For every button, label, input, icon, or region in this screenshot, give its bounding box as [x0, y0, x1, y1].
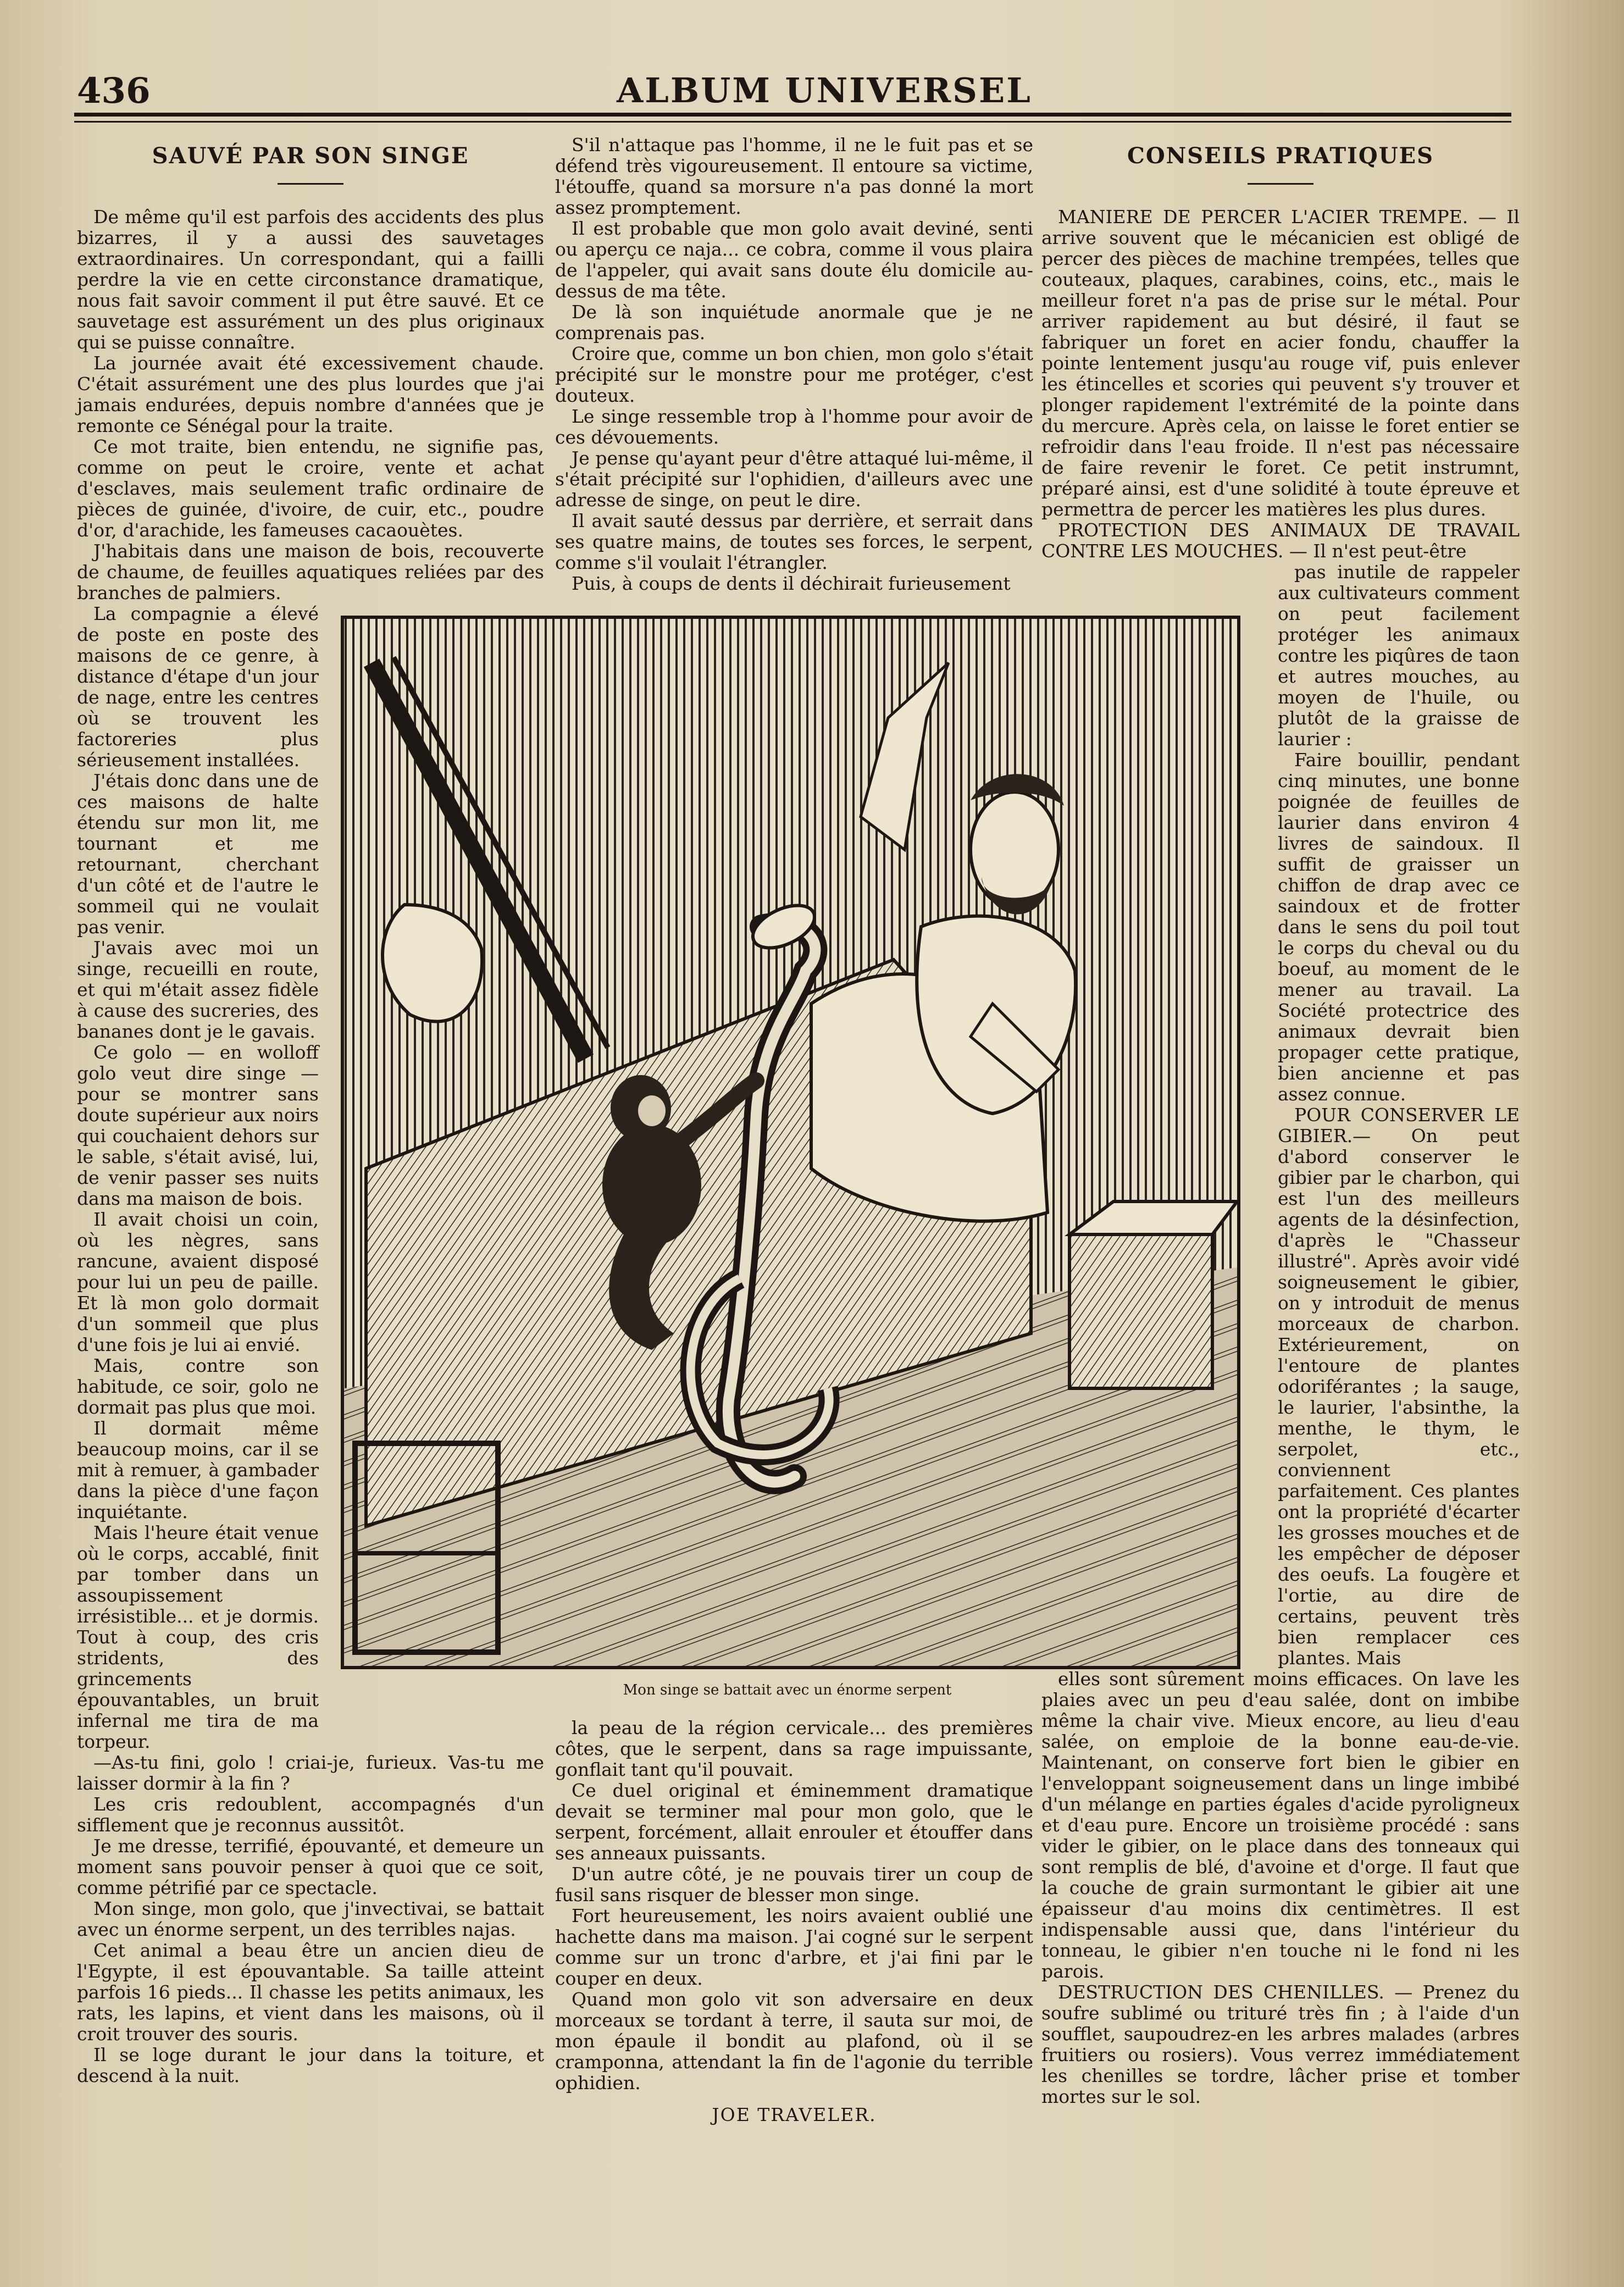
- paragraph: la peau de la région cervicale... des premières côtes, que le serpent, dans sa rage impuissante, gonflait tant qu'il pouvait.: [555, 1717, 1033, 1780]
- paragraph: —As-tu fini, golo ! criai-je, furieux. Vas-tu me laisser dormir à la fin ?: [77, 1752, 544, 1794]
- paragraph: De là son inquiétude anormale que je ne comprenais pas.: [555, 301, 1033, 344]
- narrow-column-text: [77, 603, 319, 1752]
- paragraph: J'étais donc dans une de ces maisons de halte étendu sur mon lit, me tournant et me retournant, cherchant d'un côté et de l'autre le sommeil qui ne voulait pas venir.: [77, 770, 319, 938]
- paragraph: Ce golo — en wolloff golo veut dire singe — pour se montrer sans doute supérieur aux noirs qui couchaient dehors sur le sable, s'était avisé, lui, de venir passer ses nuits dans ma maison de bois.: [77, 1042, 319, 1209]
- paragraph: Je me dresse, terrifié, épouvanté, et demeure un moment sans pouvoir penser à quoi que ce soit, comme pétrifié par ce spectacle.: [77, 1835, 544, 1898]
- paragraph: POUR CONSERVER LE GIBIER.— On peut d'abord conserver le gibier par le charbon, qui est l'un des meilleurs agents de la désinfection, d'après le "Chasseur illustré". Après avoir vidé soigneusement le gibier, on y introduit de menus morceaux de charbon. Extérieurement, on l'entoure de plantes odoriférantes ; la sauge, le laurier, l'absinthe, la menthe, le thym, le serpolet, etc., conviennent parfaitement. Ces plantes ont la propriété d'écarter les grosses mouches et de les empêcher de déposer des oeufs. La fougère et l'ortie, au dire de certains, peuvent très bien remplacer ces plantes. Mais: [1278, 1104, 1520, 1669]
- paragraph: Puis, à coups de dents il déchirait furieusement: [572, 573, 1011, 594]
- paragraph: Il avait sauté dessus par derrière, et serrait dans ses quatre mains, de toutes ses forces, le serpent, comme s'il voulait l'étrangler.: [555, 510, 1033, 573]
- article-title: CONSEILS PRATIQUES: [1127, 143, 1434, 169]
- author-signature: JOE TRAVELER.: [712, 2104, 877, 2125]
- paragraph: D'un autre côté, je ne pouvais tirer un coup de fusil sans risquer de blesser mon singe.: [555, 1863, 1033, 1906]
- article-continued-top: [555, 134, 1033, 594]
- paragraph: elles sont sûrement moins efficaces. On lave les plaies avec un peu d'eau salée, dont on imbibe même la chair vive. Mieux encore, au lieu d'eau salée, on emploie de la bonne eau-de-vie. Maintenant, on conserve fort bien le gibier en l'enveloppant soigneusement dans un linge imbibé d'un mélange en parties égales d'acide pyroligneux et d'eau pure. Encore un troisième procédé : sans vider le gibier, on le place dans des tonneaux qui sont remplis de blé, d'avoine et d'orge. Il faut que la couche de grain surmontant le gibier ait une épaisseur d'au moins dix centimètres. Il est indispensable aussi que, dans l'intérieur du tonneau, le gibier n'en touche ni le fond ni les parois.: [1041, 1668, 1520, 1982]
- paragraph: Mais, contre son habitude, ce soir, golo ne dormait pas plus que moi.: [77, 1355, 319, 1418]
- paragraph: Le singe ressemble trop à l'homme pour avoir de ces dévouements.: [555, 406, 1033, 448]
- paragraph: J'avais avec moi un singe, recueilli en route, et qui m'était assez fidèle à cause des sucreries, des bananes dont je le gavais.: [77, 937, 319, 1042]
- paragraph: Croire que, comme un bon chien, mon golo s'était précipité sur le monstre pour me protéger, c'est douteux.: [555, 343, 1033, 406]
- paragraph: Il dormait même beaucoup moins, car il se mit à remuer, à gambader dans la pièce d'une façon inquiétante.: [77, 1417, 319, 1522]
- paragraph: La journée avait été excessivement chaude. C'était assurément une des plus lourdes que j'ai jamais endurées, depuis nombre d'années que je remonte ce Sénégal pour la traite.: [77, 352, 544, 436]
- paragraph: Il avait choisi un coin, où les nègres, sans rancune, avaient disposé pour lui un peu de paille. Et là mon golo dormait d'un sommeil que plus d'une fois je lui ai envié.: [77, 1209, 319, 1355]
- paragraph: De même qu'il est parfois des accidents des plus bizarres, il y a aussi des sauvetages extraordinaires. Un correspondant, qui a failli perdre la vie en cette circonstance dramatique, nous fait savoir comment il put être sauvé. Et ce sauvetage est assurément un des plus originaux qui se puisse connaître.: [77, 206, 544, 353]
- article-continued-bottom: [555, 1718, 1033, 2157]
- paragraph: PROTECTION DES ANIMAUX DE TRAVAIL CONTRE LES MOUCHES. — Il n'est peut-être: [1041, 519, 1520, 562]
- article-title: SAUVÉ PAR SON SINGE: [152, 143, 469, 169]
- title-rule: [278, 183, 343, 185]
- paragraph: Mon singe, mon golo, que j'invectivai, se battait avec un énorme serpent, un des terribles najas.: [77, 1898, 544, 1940]
- page-number: 436: [77, 70, 151, 112]
- paragraph: Ce mot traite, bien entendu, ne signifie pas, comme on peut le croire, vente et achat d'esclaves, mais seulement trafic ordinaire de pièces de guinée, d'ivoire, de cuir, etc., poudre d'or, d'arachide, les fameuses cacaouètes.: [77, 436, 544, 541]
- header-rule-thin: [74, 121, 1511, 123]
- paragraph: Je pense qu'ayant peur d'être attaqué lui-même, il s'était précipité sur l'ophidien, d'ailleurs avec une adresse de singe, on peut le dire.: [555, 447, 1033, 511]
- paragraph: Les cris redoublent, accompagnés d'un sifflement que je reconnus aussitôt.: [77, 1793, 544, 1836]
- header-rule: [74, 113, 1511, 117]
- paragraph: Mais l'heure était venue où le corps, accablé, finit par tomber dans un assoupissement irrésistible... et je dormis. Tout à coup, des cris stridents, des grincements épouvantables, un bruit infernal me tira de ma torpeur.: [77, 1522, 319, 1752]
- narrow-column-text: [1278, 562, 1520, 1669]
- paragraph: J'habitais dans une maison de bois, recouverte de chaume, de feuilles aquatiques reliées par des branches de palmiers.: [77, 540, 544, 603]
- paragraph: Il est probable que mon golo avait deviné, senti ou aperçu ce naja... ce cobra, comme il vous plaira de l'appeler, qui avait sans doute élu domicile au-dessus de ma tête.: [555, 218, 1033, 302]
- paragraph: Cet animal a beau être un ancien dieu de l'Egypte, il est épouvantable. Sa taille atteint parfois 16 pieds... Il chasse les petits animaux, les rats, les lapins, et vient dans les maisons, où il croit trouver des souris.: [77, 1940, 544, 2045]
- paragraph: Quand mon golo vit son adversaire en deux morceaux se tordant à terre, il sauta sur moi, de mon épaule il bondit au plafond, où il se cramponna, attendant la fin de l'agonie du terrible ophidien.: [555, 1989, 1033, 2094]
- paragraph: Il se loge durant le jour dans la toiture, et descend à la nuit.: [77, 2044, 544, 2086]
- paragraph: DESTRUCTION DES CHENILLES. — Prenez du soufre sublimé ou trituré très fin ; à l'aide d'un soufflet, saupoudrez-en les arbres malades (arbres fruitiers ou rosiers). Vous verrez immédiatement les chenilles se tordre, lâcher prise et tomber mortes sur le sol.: [1041, 1981, 1520, 2107]
- masthead-title: ALBUM UNIVERSEL: [617, 70, 1032, 110]
- paragraph: Fort heureusement, les noirs avaient oublié une hachette dans ma maison. J'ai cogné sur le serpent comme sur un tronc d'arbre, et j'ai fini par le couper en deux.: [555, 1905, 1033, 1989]
- article-conseils-pratiques: [1041, 143, 1520, 2157]
- paragraph: Ce duel original et éminemment dramatique devait se terminer mal pour mon golo, que le serpent, forcément, allait enrouler et étouffer dans ses anneaux puissants.: [555, 1780, 1033, 1864]
- paragraph: Faire bouillir, pendant cinq minutes, une bonne poignée de feuilles de laurier dans environ 4 livres de saindoux. Il suffit de graisser un chiffon de drap avec ce saindoux et de frotter dans le sens du poil tout le corps du cheval ou du boeuf, au moment de le mener au travail. La Société protectrice des animaux devrait bien propager cette pratique, bien ancienne et pas assez connue.: [1278, 749, 1520, 1105]
- illustration-caption: Mon singe se battait avec un énorme serpent: [623, 1682, 952, 1698]
- paragraph: MANIERE DE PERCER L'ACIER TREMPE. — Il arrive souvent que le mécanicien est obligé de percer des pièces de machine trempées, telles que couteaux, plaques, carabines, coins, etc., mais le meilleur foret n'a pas de prise sur le métal. Pour arriver rapidement au but désiré, il faut se fabriquer un foret en acier fondu, chauffer la pointe lentement jusqu'au rouge vif, puis enlever les étincelles et scories qui peuvent s'y trouver et plonger rapidement l'extrémité de la pointe dans du mercure. Après cela, on laisse le foret entier se refroidir dans l'eau froide. Il n'est pas nécessaire de faire revenir le foret. Ce petit instrumnt, préparé ainsi, est d'une solidité à toute épreuve et permettra de percer les matières les plus dures.: [1041, 206, 1520, 520]
- paragraph: La compagnie a élevé de poste en poste des maisons de ce genre, à distance d'étape d'un jour de nage, entre les centres où se trouvent les factoreries plus sérieusement installées.: [77, 603, 319, 771]
- title-rule: [1248, 183, 1313, 185]
- paragraph: S'il n'attaque pas l'homme, il ne le fuit pas et se défend très vigoureusement. Il entoure sa victime, l'étouffe, quand sa morsure n'a pas donné la mort assez promptement.: [555, 134, 1033, 218]
- paragraph: pas inutile de rappeler aux cultivateurs comment on peut facilement protéger les animaux contre les piqûres de taon et autres mouches, au moyen de l'huile, ou plutôt de la graisse de laurier :: [1278, 561, 1520, 750]
